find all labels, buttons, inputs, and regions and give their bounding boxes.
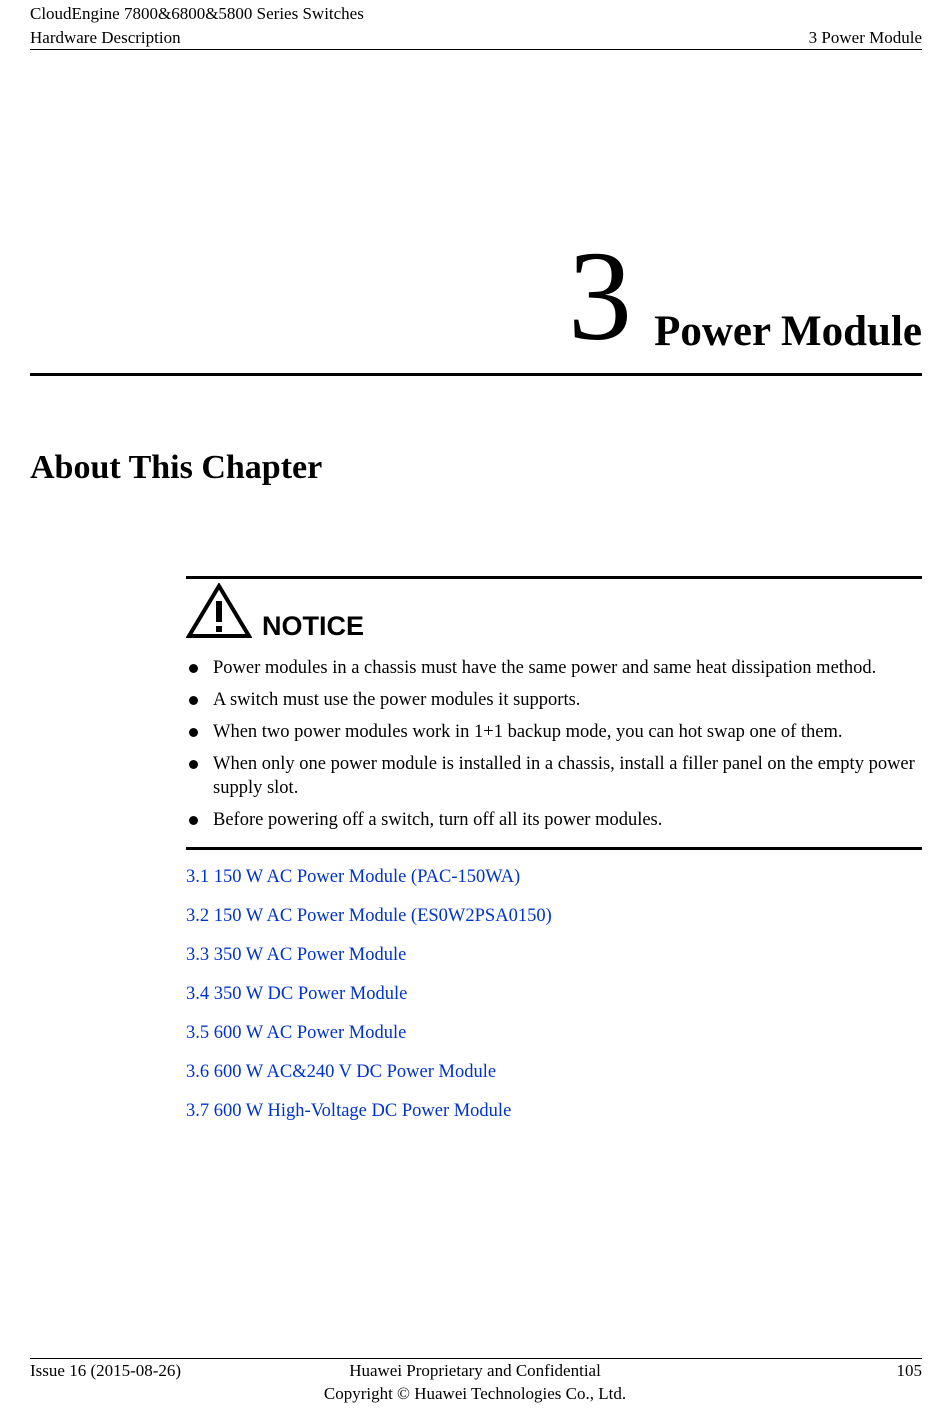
footer-issue: Issue 16 (2015-08-26) — [30, 1361, 182, 1380]
notice-item-text: When only one power module is installed in a chassis, install a filler panel on the empty power supply slot. — [213, 754, 915, 798]
bullet-icon — [189, 696, 198, 705]
section-heading: About This Chapter — [30, 449, 323, 486]
chapter-number: 3 — [568, 225, 632, 367]
chapter-title: Power Module — [654, 308, 922, 355]
link-section-3-4[interactable]: 3.4 350 W DC Power Module — [186, 984, 408, 1004]
bullet-icon — [189, 816, 198, 825]
notice-item — [186, 656, 922, 680]
chapter-divider — [30, 373, 922, 376]
bullet-icon — [189, 664, 198, 673]
link-section-3-6[interactable]: 3.6 600 W AC&240 V DC Power Module — [186, 1062, 497, 1082]
link-section-3-5[interactable]: 3.5 600 W AC Power Module — [186, 1023, 407, 1043]
link-section-3-3[interactable]: 3.3 350 W AC Power Module — [186, 945, 407, 965]
link-section-3-7[interactable]: 3.7 600 W High-Voltage DC Power Module — [186, 1101, 512, 1121]
header-document-title: Hardware Description — [30, 28, 181, 47]
notice-item-text: Power modules in a chassis must have the same power and same heat dissipation method. — [213, 658, 877, 678]
bullet-icon — [189, 728, 198, 737]
footer-page-number: 105 — [896, 1361, 922, 1380]
notice-bottom-divider — [186, 847, 922, 850]
link-section-3-1[interactable]: 3.1 150 W AC Power Module (PAC-150WA) — [186, 867, 521, 887]
header-product-name: CloudEngine 7800&6800&5800 Series Switches — [30, 4, 364, 23]
bullet-icon — [189, 760, 198, 769]
notice-item — [186, 688, 922, 712]
notice-item-text: When two power modules work in 1+1 backup mode, you can hot swap one of them. — [213, 722, 843, 742]
notice-label: NOTICE — [262, 611, 365, 641]
notice-top-divider — [186, 576, 922, 579]
notice-list — [186, 656, 922, 840]
header-chapter-reference: 3 Power Module — [808, 28, 922, 47]
notice-item — [186, 808, 922, 832]
notice-item-text: A switch must use the power modules it supports. — [213, 690, 581, 710]
footer-divider — [30, 1358, 922, 1359]
notice-item — [186, 720, 922, 744]
header-divider — [30, 49, 922, 50]
footer-confidentiality: Huawei Proprietary and Confidential — [349, 1361, 601, 1380]
notice-item — [186, 752, 922, 800]
notice-item-text: Before powering off a switch, turn off all its power modules. — [213, 810, 663, 830]
footer-copyright: Copyright © Huawei Technologies Co., Ltd. — [323, 1384, 627, 1403]
link-section-3-2[interactable]: 3.2 150 W AC Power Module (ES0W2PSA0150) — [186, 906, 552, 926]
warning-triangle-icon — [186, 583, 252, 639]
